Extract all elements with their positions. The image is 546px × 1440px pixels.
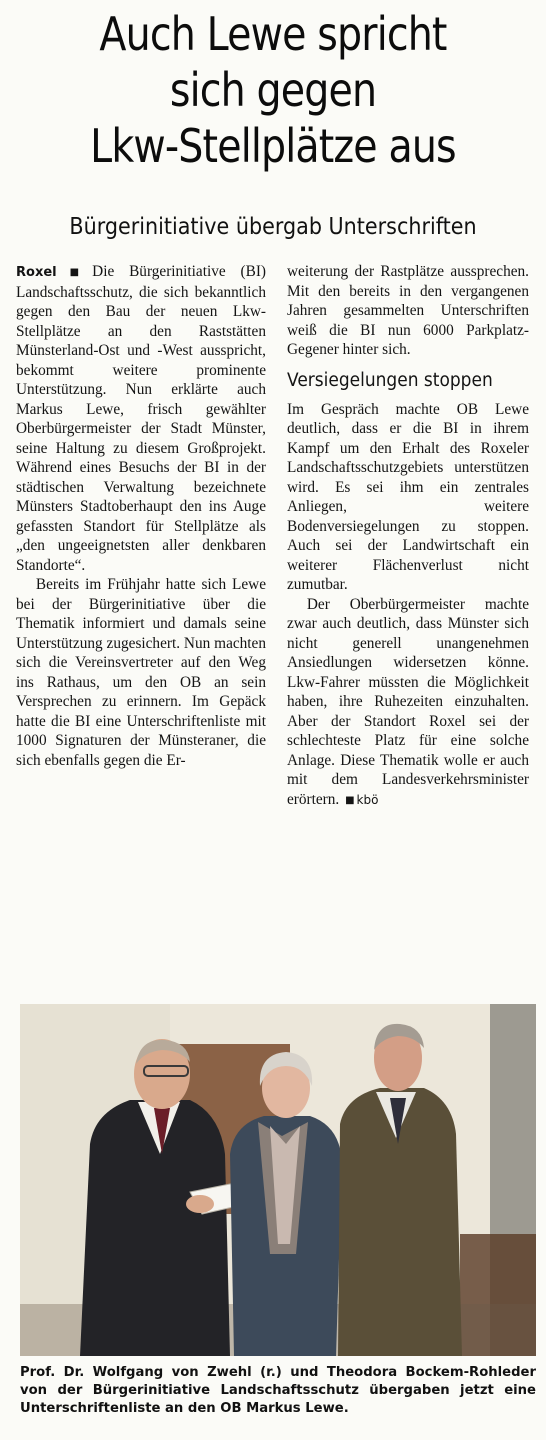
headline: [47, 6, 499, 174]
paragraph-4: Im Gespräch machte OB Lewe deutlich, dass er die BI in ihrem Kampf um den Erhalt des Roxeler Landschaftsschutzgebiets unterstützen wird. Es sei ihm ein zentrales Anliegen, weitere Bodenversiegelungen zu stoppen. Auch sei der Landwirtschaft ein weiterer Flächenverlust nicht zumutbar.: [287, 400, 529, 593]
crosshead: Versiegelungen stoppen: [287, 369, 493, 391]
headline-line-3: Lkw-Stellplätze aus: [90, 119, 456, 173]
photo-caption: Prof. Dr. Wolfgang von Zwehl (r.) und Theodora Bockem-Rohleder von der Bürgerinitiative Landschaftsschutz übergaben jetzt eine Unterschriftenliste an den OB Markus Lewe.: [20, 1365, 536, 1416]
paragraph-5-text: Der Oberbürgermeister machte zwar auch deutlich, dass Münster sich nicht generell unangenehmen Ansiedlungen widersetzen könne. Lkw-Fahrer müssten die Möglichkeit haben, ihre Ruhezeiten einzuhalten. Aber der Standort Roxel sei der schlechteste Platz für eine solche Anlage. Diese Thematik wolle er auch mit dem Landesverkehrsminister erörtern.: [287, 595, 529, 808]
article-column-left: [16, 262, 266, 770]
paragraph-5: [287, 595, 529, 811]
author-signature: kbö: [356, 792, 379, 807]
paragraph-2: Bereits im Frühjahr hatte sich Lewe bei der Bürgerinitiative über die Thematik informiert und damals seine Unterstützung zugesichert. Nun machten sich die Vereinsvertreter auf den Weg ins Rathaus, um den OB an sein Versprechen zu erinnern. Im Gepäck hatte die BI eine Unterschriftenliste mit 1000 Signaturen der Münsteraner, die sich ebenfalls gegen die Er-: [16, 576, 266, 769]
paragraph-intro: [16, 262, 266, 575]
photo-illustration: [20, 1004, 536, 1356]
article-photo: [20, 1004, 536, 1356]
dateline-square-icon: ■: [58, 267, 91, 278]
end-square-icon: ■: [345, 794, 355, 806]
headline-line-2: sich gegen: [169, 63, 377, 117]
subheadline: Bürgerinitiative übergab Unterschriften: [69, 214, 477, 240]
headline-line-1: Auch Lewe spricht: [99, 7, 447, 61]
article-column-right: [287, 262, 529, 810]
dateline: Roxel: [16, 265, 57, 280]
paragraph-1-text: Die Bürgerinitiative (BI) Landschaftsschutz, die sich bekanntlich gegen den Bau der neuen Lkw-Stellplätze an den Raststätten Münsterland-Ost und -West ausspricht, bekommt weitere prominente Unterstützung. Nun erklärte auch Markus Lewe, frisch gewählter Oberbürgermeister der Stadt Münster, seine Haltung zu diesem Großprojekt. Während eines Besuchs der BI in der städtischen Verwaltung bezeichnete Münsters Stadtoberhaupt den ins Auge gefassten Standort für Stellplätze als „den ungeeignetsten aller denkbaren Standorte“.: [16, 263, 267, 574]
paragraph-3: weiterung der Rastplätze aussprechen. Mit den bereits in den vergangenen Jahren gesammelten Unterschriften weiß die BI nun 6000 Parkplatz-Gegener hinter sich.: [287, 263, 529, 358]
